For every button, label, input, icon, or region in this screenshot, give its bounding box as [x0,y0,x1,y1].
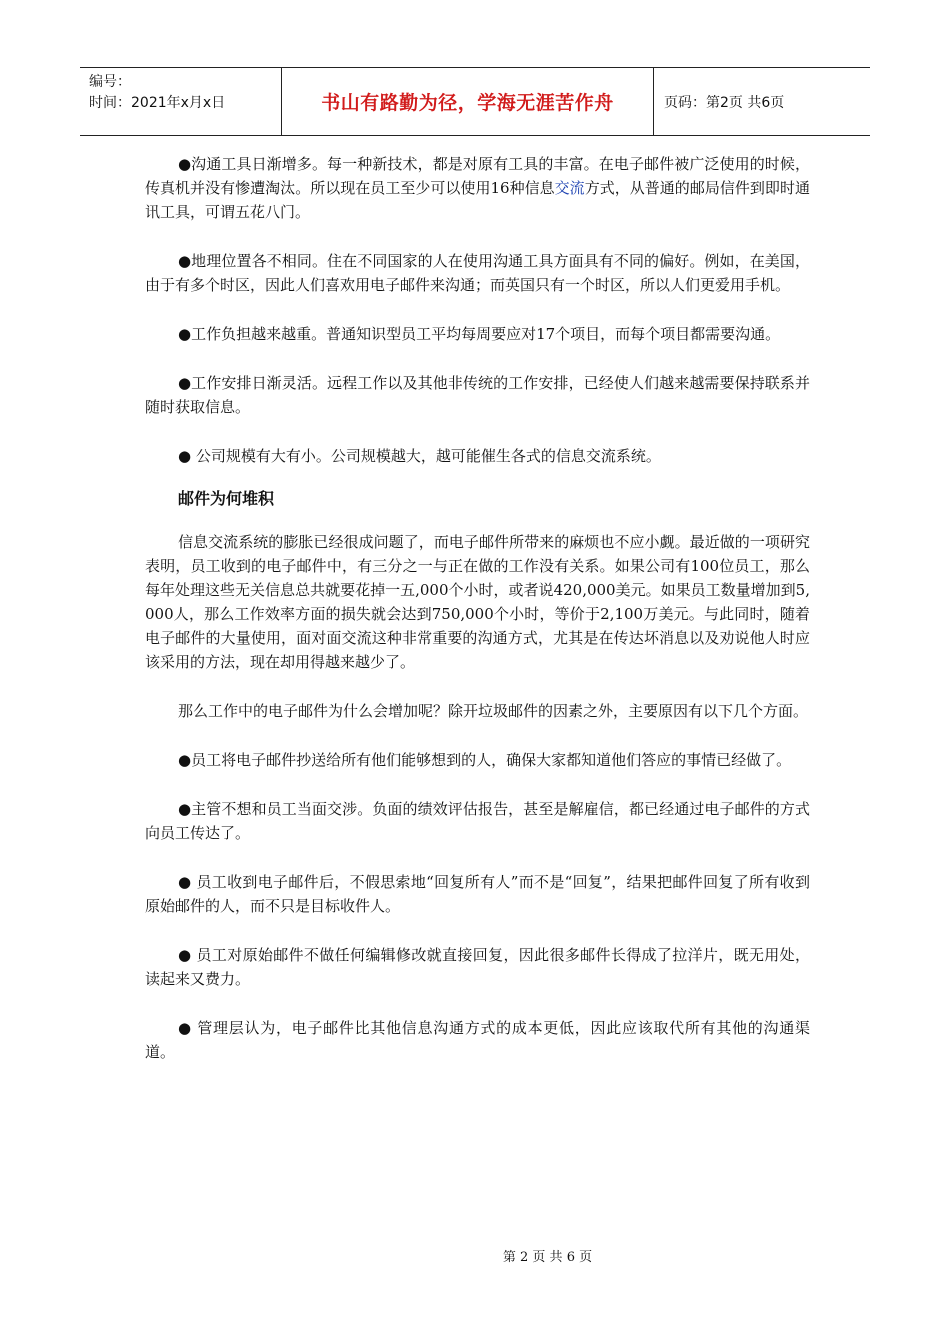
paragraph-workload: ●工作负担越来越重。普通知识型员工平均每周要应对17个项目，而每个项目都需要沟通。 [178,325,781,343]
header-page-info: 页码：第2页 共6页 [664,94,785,111]
paragraph-geography: ●地理位置各不相同。住在不同国家的人在使用沟通工具方面具有不同的偏好。例如，在美国，由于有多个时区，因此人们喜欢用电子邮件来沟通；而英国只有一个时区，所以人们更爱用手机。 [145,252,810,294]
header-meta [80,68,282,135]
paragraph-tools-text-a: ●沟通工具日渐增多。每一种新技术，都是对原有工具的丰富。在电子邮件被广泛使用的时候，传真机并没有惨遭淘汰。所以现在员工至少可以使用16种信息 [145,155,810,197]
paragraph-managers: ●主管不想和员工当面交涉。负面的绩效评估报告，甚至是解雇信，都已经通过电子邮件的方式向员工传达了。 [145,800,810,842]
exchange-link[interactable]: 交流 [554,179,585,197]
paragraph-flexible: ●工作安排日渐灵活。远程工作以及其他非传统的工作安排，已经使人们越来越需要保持联系并随时获取信息。 [145,374,810,416]
paragraph-management-view: ● 管理层认为，电子邮件比其他信息沟通方式的成本更低，因此应该取代所有其他的沟通渠道。 [145,1019,810,1061]
page-header [80,67,870,136]
header-motto: 书山有路勤为径，学海无涯苦作舟 [282,68,654,135]
document-body [145,152,810,1089]
footer-page-number: 第 2 页 共 6 页 [502,1250,593,1265]
number-label: 编号： [89,74,131,90]
section-heading: 邮件为何堆积 [178,489,275,508]
paragraph-tools-text-b: 方式，从普通的邮局信件到即时通讯工具，可谓五花八门。 [145,179,810,221]
paragraph-company-size: ● 公司规模有大有小。公司规模越大，越可能催生各式的信息交流系统。 [178,447,661,465]
page-footer [0,1246,950,1265]
paragraph-email-problem: 信息交流系统的膨胀已经很成问题了，而电子邮件所带来的麻烦也不应小觑。最近做的一项研究表明，员工收到的电子邮件中，有三分之一与正在做的工作没有关系。如果公司有100位员工，那么每年处理这些无关信息总共就要花掉一五,000个小时，或者说420,000美元。如果员工数量增加到5,000人，那么工作效率方面的损失就会达到750,000个小时，等价于2,100万美元。与此同时，随着电子邮件的大量使用，面对面交流这种非常重要的沟通方式，尤其是在传达坏消息以及劝说他人时应该采用的方法，现在却用得越来越少了。 [145,533,810,671]
paragraph-cc-all: ●员工将电子邮件抄送给所有他们能够想到的人，确保大家都知道他们答应的事情已经做了。 [178,751,792,769]
paragraph-tools [145,152,810,224]
paragraph-reply-all: ● 员工收到电子邮件后，不假思索地“回复所有人”而不是“回复”，结果把邮件回复了所有收到原始邮件的人，而不只是目标收件人。 [145,873,810,915]
time-label: 时间：2021年x月x日 [89,95,226,111]
paragraph-why-increase: 那么工作中的电子邮件为什么会增加呢？除开垃圾邮件的因素之外，主要原因有以下几个方面。 [178,702,809,720]
paragraph-no-edit: ● 员工对原始邮件不做任何编辑修改就直接回复，因此很多邮件长得成了拉洋片，既无用处，读起来又费力。 [145,946,810,988]
